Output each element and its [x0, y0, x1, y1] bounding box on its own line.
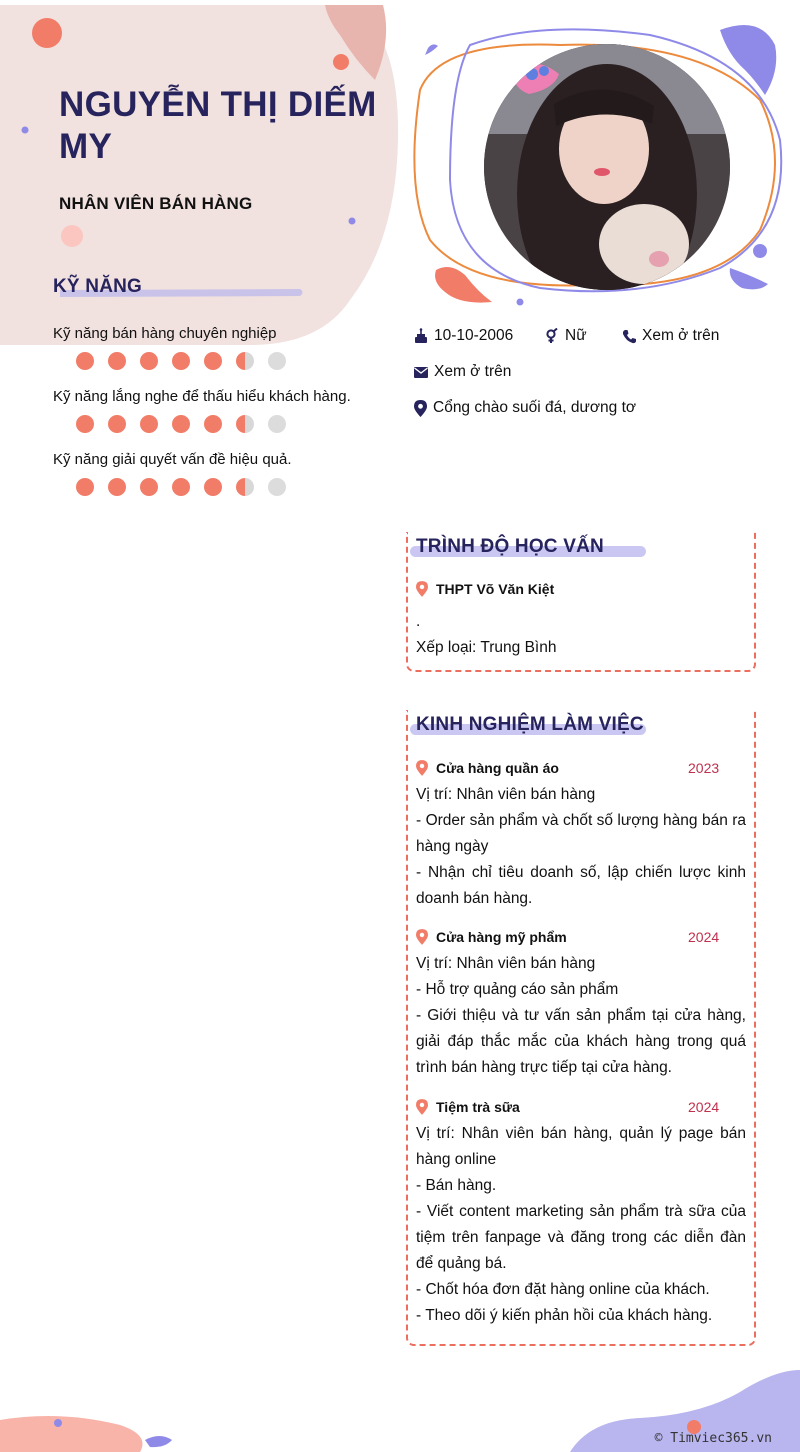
- skill-item: [53, 388, 393, 433]
- job-line: Vị trí: Nhân viên bán hàng, quản lý page bán hàng online: [416, 1125, 746, 1168]
- company-name: Cửa hàng quần áo: [436, 760, 559, 776]
- experience-heading: KINH NGHIỆM LÀM VIỆC: [416, 714, 644, 735]
- job-line: - Theo dõi ý kiến phản hồi của khách hàng.: [416, 1307, 713, 1324]
- email-value: Xem ở trên: [434, 363, 512, 380]
- job-entry: [416, 1099, 746, 1329]
- job-line: - Bán hàng.: [416, 1177, 497, 1194]
- rating-dot: [140, 352, 158, 370]
- birthday-value: 10-10-2006: [434, 327, 514, 344]
- job-entry: [416, 929, 746, 1081]
- job-year: 2024: [688, 1099, 720, 1115]
- education-detail: [416, 609, 746, 661]
- location-pin-icon: [416, 760, 428, 776]
- cake-icon: [414, 328, 428, 344]
- profile-photo: [484, 44, 730, 290]
- job-description: [416, 951, 746, 1081]
- job-header: [416, 760, 746, 776]
- experience-heading-wrap: [416, 714, 644, 736]
- rating-dot: [172, 478, 190, 496]
- skill-label: Kỹ năng bán hàng chuyên nghiệp: [53, 325, 277, 342]
- company-name: Cửa hàng mỹ phẩm: [436, 929, 567, 945]
- deco-circle: [349, 218, 356, 225]
- footer-blob-purple: [145, 1436, 172, 1447]
- rating-dot: [76, 415, 94, 433]
- education-section: [406, 532, 756, 672]
- experience-section: [406, 710, 756, 1346]
- rating-dot: [76, 478, 94, 496]
- rating-dot: [204, 352, 222, 370]
- rating-dot: [236, 352, 254, 370]
- email-info: [414, 363, 511, 381]
- rating-dot: [140, 478, 158, 496]
- skill-label: Kỹ năng giải quyết vấn đề hiệu quả.: [53, 451, 292, 468]
- rating-dot: [172, 415, 190, 433]
- job-header: [416, 929, 746, 945]
- rating-dot: [76, 352, 94, 370]
- job-line: - Nhận chỉ tiêu doanh số, lập chiến lược kinh doanh bán hàng.: [416, 864, 746, 907]
- skill-rating: [76, 415, 393, 433]
- candidate-name: NGUYỄN THỊ DIẾM MY: [59, 85, 377, 166]
- job-description: [416, 782, 746, 912]
- rating-dot: [172, 352, 190, 370]
- rating-dot: [108, 415, 126, 433]
- job-entry: [416, 760, 746, 912]
- footer-blob-coral: [0, 1416, 143, 1452]
- job-line: Vị trí: Nhân viên bán hàng: [416, 786, 596, 803]
- rating-dot: [140, 415, 158, 433]
- watermark: © Timviec365.vn: [654, 1431, 772, 1446]
- deco-blob-coral: [435, 267, 492, 303]
- rating-dot: [268, 415, 286, 433]
- skill-label: Kỹ năng lắng nghe để thấu hiểu khách hàng.: [53, 388, 351, 405]
- profile-photo-art: [484, 44, 730, 290]
- education-line: .: [416, 613, 421, 630]
- rating-dot: [268, 352, 286, 370]
- address-value: Cổng chào suối đá, dương tơ: [433, 399, 637, 416]
- education-heading-wrap: [416, 536, 604, 558]
- deco-circle: [333, 54, 349, 70]
- deco-circle: [517, 299, 524, 306]
- deco-blob-purple: [730, 268, 768, 289]
- gender-value: Nữ: [565, 327, 587, 344]
- job-line: - Giới thiệu và tư vấn sản phẩm tại cửa hàng, giải đáp thắc mắc của khách hàng trong quá trình bán hàng trực tiếp tại cửa hàng.: [416, 1007, 746, 1076]
- skill-rating: [76, 478, 393, 496]
- skill-rating: [76, 352, 393, 370]
- deco-circle: [61, 225, 83, 247]
- location-pin-icon: [416, 1099, 428, 1115]
- phone-value: Xem ở trên: [642, 327, 720, 344]
- rating-dot: [204, 415, 222, 433]
- envelope-icon: [414, 367, 428, 378]
- deco-circle: [32, 18, 62, 48]
- birthday-info: [414, 327, 513, 345]
- rating-dot: [108, 478, 126, 496]
- job-line: - Order sản phẩm và chốt số lượng hàng bán ra hàng ngày: [416, 812, 746, 855]
- rating-dot: [236, 415, 254, 433]
- deco-blob-purple: [425, 44, 438, 55]
- skill-item: [53, 325, 393, 370]
- skill-item: [53, 451, 393, 496]
- education-heading: TRÌNH ĐỘ HỌC VẤN: [416, 536, 604, 557]
- rating-dot: [268, 478, 286, 496]
- rating-dot: [108, 352, 126, 370]
- job-line: - Viết content marketing sản phẩm trà sữa của tiệm trên fanpage và đăng trong các diễn đàn để quảng bá.: [416, 1203, 746, 1272]
- address-info: [414, 399, 636, 417]
- location-pin-icon: [414, 400, 427, 417]
- job-line: Vị trí: Nhân viên bán hàng: [416, 955, 596, 972]
- job-description: [416, 1121, 746, 1329]
- skills-heading: KỸ NĂNG: [53, 276, 143, 297]
- job-line: - Hỗ trợ quảng cáo sản phẩm: [416, 981, 619, 998]
- company-name: Tiệm trà sữa: [436, 1099, 520, 1115]
- location-pin-icon: [416, 581, 428, 597]
- job-header: [416, 1099, 746, 1115]
- school-row: [416, 581, 554, 597]
- gender-info: [545, 327, 587, 345]
- job-title: NHÂN VIÊN BÁN HÀNG: [59, 194, 253, 213]
- rating-dot: [204, 478, 222, 496]
- phone-info: [622, 327, 719, 345]
- deco-circle: [753, 244, 767, 258]
- gender-icon: [545, 328, 559, 344]
- education-grade: Xếp loại: Trung Bình: [416, 639, 557, 656]
- job-year: 2023: [688, 760, 720, 776]
- location-pin-icon: [416, 929, 428, 945]
- school-name: THPT Võ Văn Kiệt: [436, 581, 555, 597]
- phone-icon: [622, 329, 636, 344]
- deco-circle: [54, 1419, 62, 1427]
- deco-circle: [22, 127, 29, 134]
- job-year: 2024: [688, 929, 720, 945]
- job-line: - Chốt hóa đơn đặt hàng online của khách.: [416, 1281, 710, 1298]
- rating-dot: [236, 478, 254, 496]
